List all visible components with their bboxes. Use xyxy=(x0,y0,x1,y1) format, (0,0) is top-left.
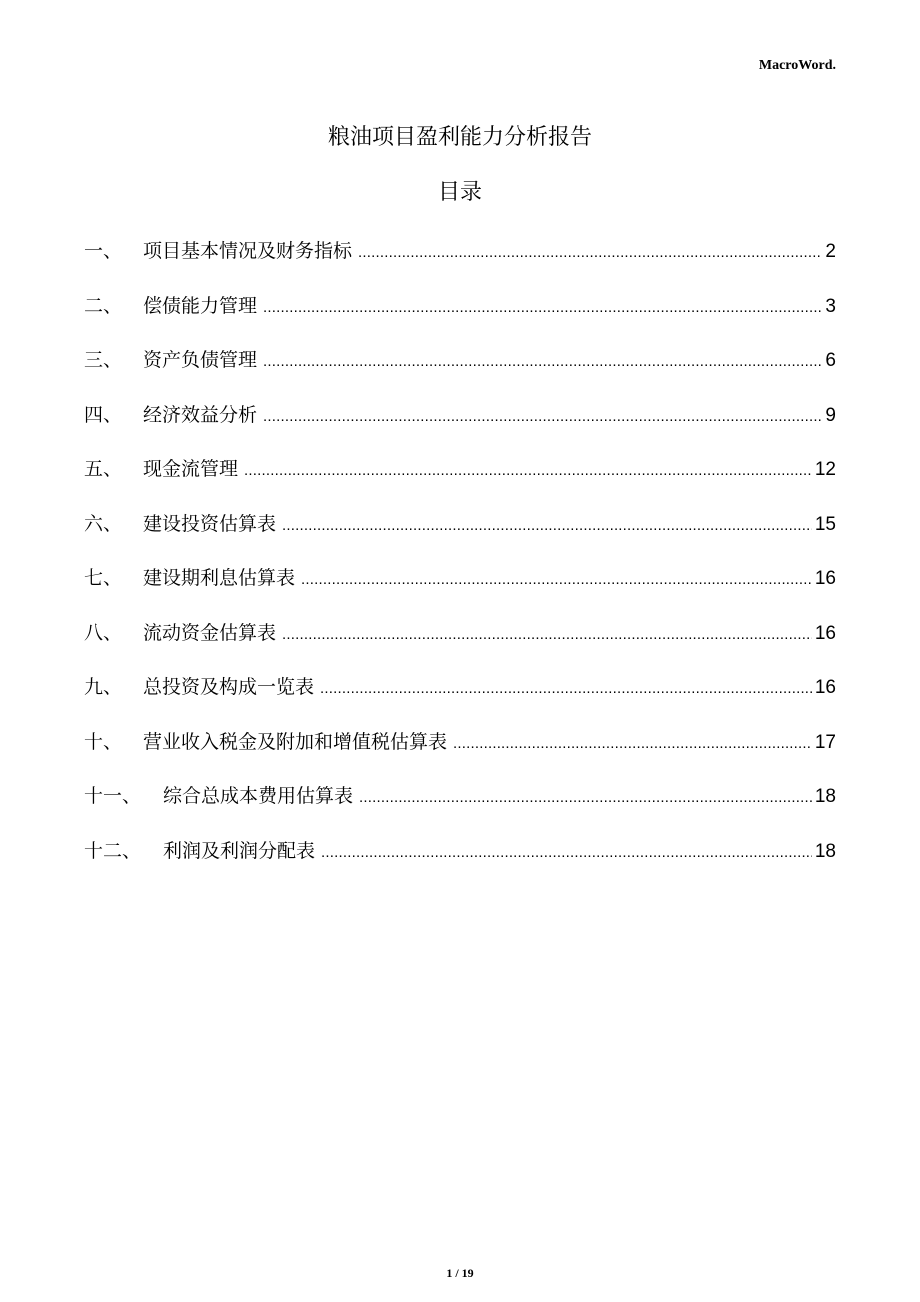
toc-entry-title: 现金流管理 xyxy=(143,458,239,480)
toc-entry-title: 资产负债管理 xyxy=(143,349,258,371)
toc-entry-page: 17 xyxy=(814,731,836,753)
toc-entry[interactable] xyxy=(84,291,836,346)
toc-entry-page: 16 xyxy=(814,677,836,698)
toc-entry-number: 五、 xyxy=(84,458,123,480)
toc-dot-leader xyxy=(358,238,822,268)
toc-entry-number: 十一、 xyxy=(84,785,142,807)
toc-dot-leader xyxy=(359,783,812,813)
toc-entry-title: 总投资及构成一览表 xyxy=(143,676,315,698)
toc-entry-title: 项目基本情况及财务指标 xyxy=(143,240,353,262)
toc-entry[interactable] xyxy=(84,672,836,727)
toc-entry-page: 3 xyxy=(825,295,836,317)
toc-entry-title: 建设投资估算表 xyxy=(143,512,277,535)
toc-entry-number: 六、 xyxy=(84,512,123,535)
toc-dot-leader xyxy=(453,729,812,759)
toc-entry[interactable] xyxy=(84,781,836,836)
toc-entry[interactable] xyxy=(84,563,836,618)
toc-entry-page: 16 xyxy=(814,622,836,644)
toc-entry-title: 流动资金估算表 xyxy=(143,621,277,644)
toc-entry[interactable] xyxy=(84,618,836,673)
toc-dot-leader xyxy=(321,838,812,868)
toc-entry[interactable] xyxy=(84,727,836,782)
toc-entry-number: 一、 xyxy=(84,240,123,262)
toc-dot-leader xyxy=(282,620,812,650)
toc-dot-leader xyxy=(263,347,822,377)
toc-entry-number: 八、 xyxy=(84,621,123,644)
page-number: 1 / 19 xyxy=(446,1266,474,1280)
toc-dot-leader xyxy=(263,293,822,323)
toc-entry-number: 七、 xyxy=(84,567,123,589)
document-title: 粮油项目盈利能力分析报告 xyxy=(327,125,592,150)
toc-entry[interactable] xyxy=(84,236,836,291)
toc-entry-page: 2 xyxy=(825,241,836,262)
toc-entry-page: 12 xyxy=(814,459,836,480)
toc-entry-page: 6 xyxy=(825,350,836,371)
toc-entry[interactable] xyxy=(84,454,836,509)
toc-entry[interactable] xyxy=(84,509,836,564)
toc-entry-page: 18 xyxy=(814,840,836,862)
toc-dot-leader xyxy=(282,511,812,541)
toc-entry[interactable] xyxy=(84,345,836,400)
toc-entry[interactable] xyxy=(84,400,836,455)
toc-entry-page: 18 xyxy=(814,786,836,807)
table-of-contents xyxy=(84,236,836,890)
toc-entry-title: 建设期利息估算表 xyxy=(143,567,296,589)
toc-entry-title: 利润及利润分配表 xyxy=(163,839,316,862)
toc-entry-title: 综合总成本费用估算表 xyxy=(163,785,354,807)
toc-entry-page: 15 xyxy=(814,513,836,535)
toc-entry-title: 营业收入税金及附加和增值税估算表 xyxy=(143,730,448,753)
toc-dot-leader xyxy=(244,456,812,486)
toc-dot-leader xyxy=(301,565,812,595)
toc-heading: 目录 xyxy=(437,180,482,205)
header-brand: MacroWord. xyxy=(758,58,836,73)
toc-entry-page: 16 xyxy=(814,568,836,589)
toc-entry-number: 九、 xyxy=(84,676,123,698)
toc-entry-page: 9 xyxy=(825,404,836,426)
toc-entry-number: 十、 xyxy=(84,730,123,753)
toc-entry-number: 十二、 xyxy=(84,839,142,862)
toc-entry-number: 三、 xyxy=(84,349,123,371)
toc-entry-number: 二、 xyxy=(84,294,123,317)
toc-entry-title: 偿债能力管理 xyxy=(143,294,258,317)
toc-entry[interactable] xyxy=(84,836,836,891)
toc-entry-number: 四、 xyxy=(84,403,123,426)
toc-entry-title: 经济效益分析 xyxy=(143,403,258,426)
toc-dot-leader xyxy=(320,674,812,704)
toc-dot-leader xyxy=(263,402,822,432)
